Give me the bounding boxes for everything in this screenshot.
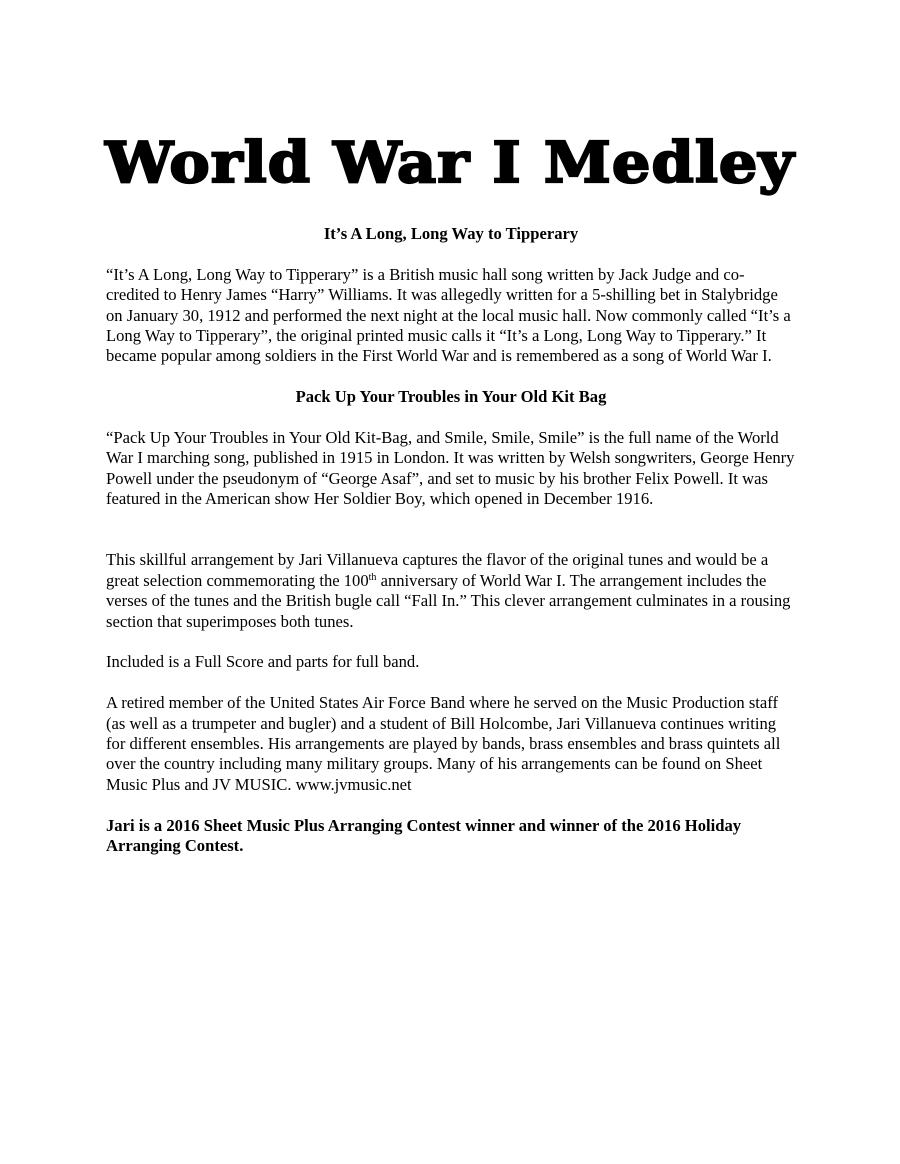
paragraph-included: Included is a Full Score and parts for full band. xyxy=(106,652,420,672)
section-heading-pack-up: Pack Up Your Troubles in Your Old Kit Bag xyxy=(295,387,607,407)
paragraph-bio: A retired member of the United States Air Force Band where he served on the Music Production staff (as well as a trumpeter and bugler) and a student of Bill Holcombe, Jari Villanueva continues writing for different ensembles. His arrangements are played by bands, brass ensembles and brass quintets all over the country including many military groups. Many of his arrangements can be found on Sheet Music Plus and JV MUSIC. www.jvmusic.net xyxy=(106,693,781,794)
arrangement-text-before: This skillful arrangement by Jari Villanueva captures the flavor of the original tunes and would be a great selection commemorating the 100 xyxy=(106,550,769,590)
paragraph-tipperary: “It’s A Long, Long Way to Tipperary” is a British music hall song written by Jack Judge and co-credited to Henry James “Harry” Williams. It was allegedly written for a 5-shilling bet in Stalybridge on January 30, 1912 and performed the next night at the local music hall. Now commonly called “It’s a Long Way to Tipperary”, the original printed music calls it “It’s a Long, Long Way to Tipperary.” It became popular among soldiers in the First World War and is remembered as a song of World War I. xyxy=(106,264,791,366)
paragraph-arrangement xyxy=(106,550,796,632)
arrangement-text-after: anniversary of World War I. The arrangement includes the verses of the tunes and the British bugle call “Fall In.” This clever arrangement culminates in a rousing section that superimposes both tunes. xyxy=(106,570,791,631)
paragraph-pack-up: “Pack Up Your Troubles in Your Old Kit-Bag, and Smile, Smile, Smile” is the full name of the World War I marching song, published in 1915 in London. It was written by Welsh songwriters, George Henry Powell under the pseudonym of “George Asaf”, and set to music by his brother Felix Powell. It was featured in the American show Her Soldier Boy, which opened in December 1916. xyxy=(106,428,795,509)
section-heading-tipperary: It’s A Long, Long Way to Tipperary xyxy=(323,224,579,243)
paragraph-award: Jari is a 2016 Sheet Music Plus Arranging Contest winner and winner of the 2016 Holiday Arranging Contest. xyxy=(106,815,742,856)
document-body xyxy=(106,224,796,856)
ordinal-superscript: th xyxy=(368,571,377,583)
page-title: World War I Medley xyxy=(105,130,795,196)
